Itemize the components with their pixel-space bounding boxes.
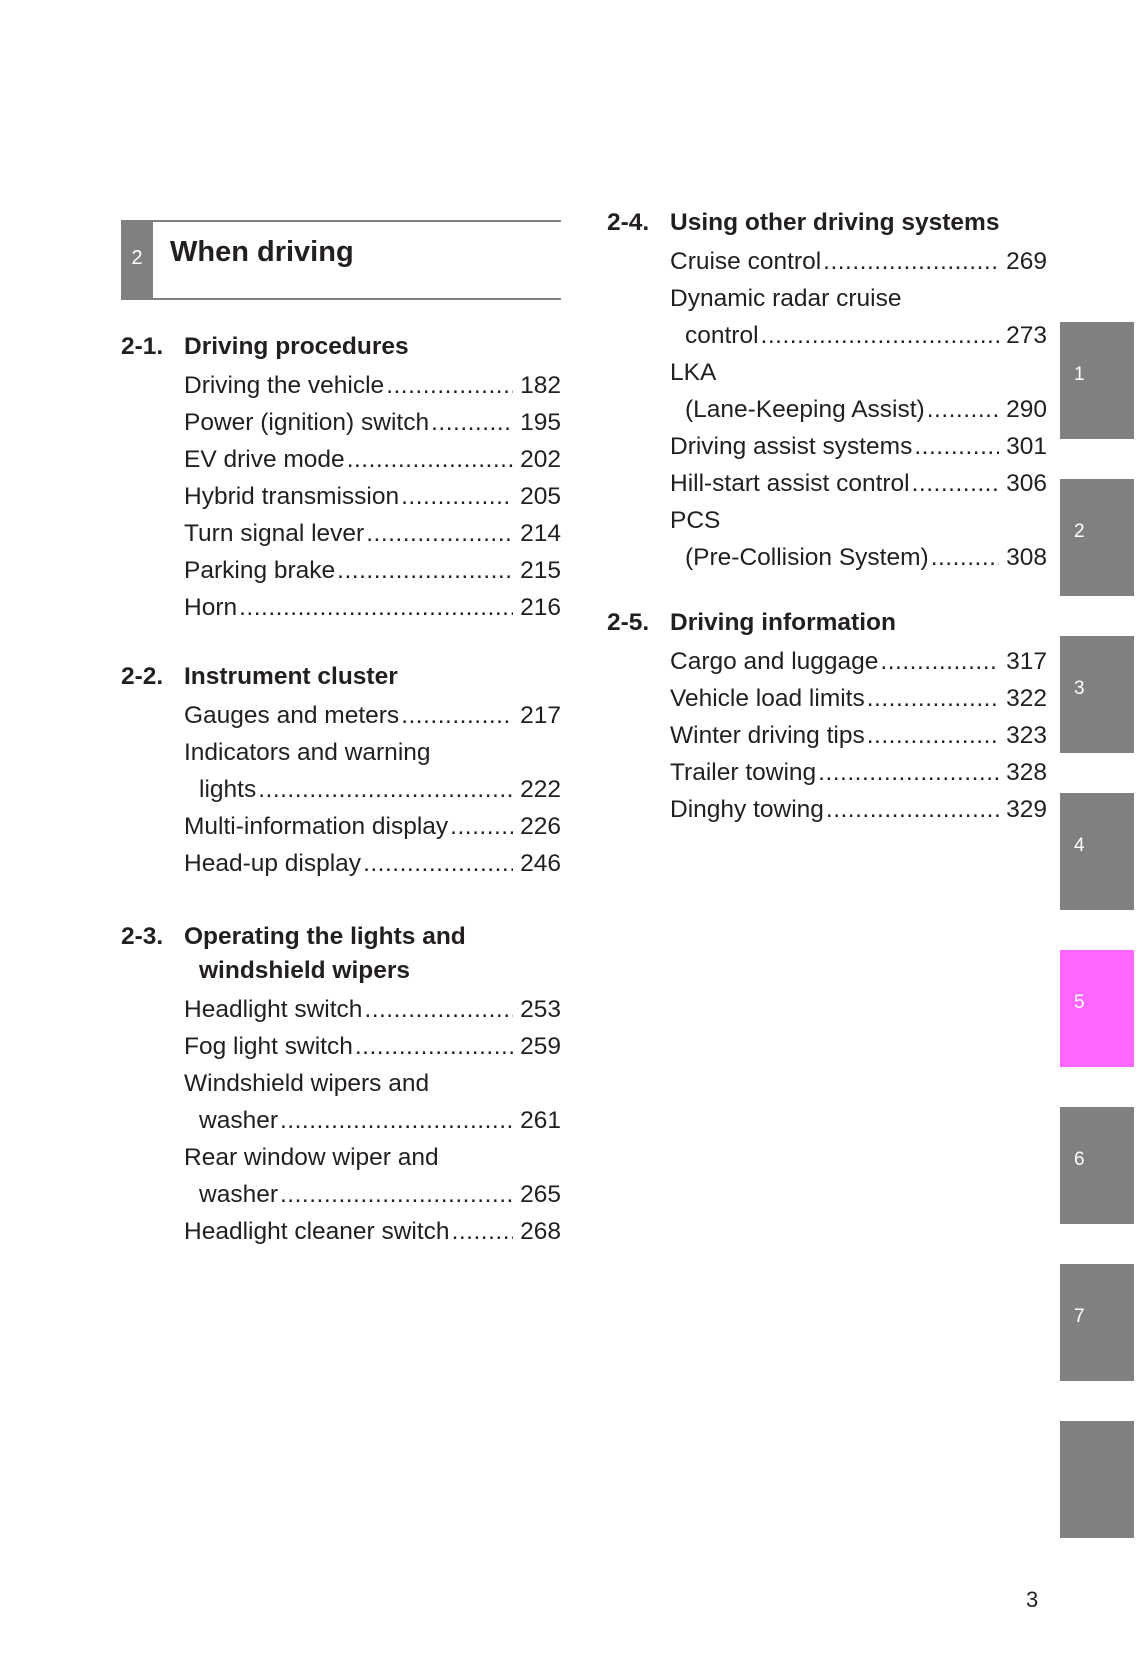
- entry-page: 328: [1006, 759, 1047, 786]
- leader-dots: [761, 317, 999, 354]
- toc-right-column: [607, 206, 1047, 828]
- entry-page: 259: [520, 1033, 561, 1060]
- entry-label-line1: Rear window wiper and: [184, 1144, 439, 1171]
- entry-page: 217: [520, 702, 561, 729]
- leader-dots: [452, 1213, 513, 1250]
- toc-entry-parking-brake[interactable]: [184, 552, 561, 589]
- toc-entry-cruise-control[interactable]: [670, 243, 1047, 280]
- chapter-number: 2: [131, 246, 143, 269]
- entry-label: Turn signal lever: [184, 520, 365, 547]
- entry-page: 301: [1006, 433, 1047, 460]
- toc-entry-winter-driving-tips[interactable]: [670, 717, 1047, 754]
- leader-dots: [386, 367, 513, 404]
- toc-entry-turn-signal-lever[interactable]: [184, 515, 561, 552]
- section-heading: [121, 330, 561, 364]
- section-number: 2-4.: [607, 209, 650, 236]
- entry-page: 222: [520, 776, 561, 803]
- chapter-tab-8[interactable]: [1060, 1421, 1134, 1538]
- section-title-line2: windshield wipers: [199, 957, 411, 984]
- chapter-title: When driving: [170, 236, 354, 268]
- toc-entry-hybrid-transmission[interactable]: [184, 478, 561, 515]
- chapter-header: [121, 220, 561, 300]
- section-number: 2-3.: [121, 923, 164, 950]
- entry-label: Horn: [184, 594, 238, 621]
- entry-label-line2: lights: [199, 776, 257, 803]
- section-2-3: [121, 920, 561, 1250]
- section-title-line1: Operating the lights and: [184, 923, 466, 950]
- section-number: 2-2.: [121, 663, 164, 690]
- toc-entry-windshield-wipers-and-washer[interactable]: [184, 1065, 561, 1139]
- entry-page: 322: [1006, 685, 1047, 712]
- chapter-tab-6[interactable]: [1060, 1107, 1134, 1224]
- entry-page: 329: [1006, 796, 1047, 823]
- toc-entry-driving-the-vehicle[interactable]: [184, 367, 561, 404]
- entry-page: 317: [1006, 648, 1047, 675]
- header-rule-top: [153, 220, 561, 222]
- entry-label-line2: washer: [199, 1107, 278, 1134]
- tab-label: 6: [1074, 1149, 1085, 1170]
- entry-page: 308: [1006, 544, 1047, 571]
- entry-page: 246: [520, 850, 561, 877]
- section-2-4: [607, 206, 1047, 576]
- entry-page: 265: [520, 1181, 561, 1208]
- leader-dots: [912, 465, 999, 502]
- entry-page: 205: [520, 483, 561, 510]
- leader-dots: [280, 1102, 513, 1139]
- toc-left-column: [121, 330, 561, 1250]
- header-rule-bottom: [121, 298, 561, 300]
- section-heading: [121, 920, 561, 988]
- section-title: Driving procedures: [184, 333, 409, 360]
- toc-entry-gauges-and-meters[interactable]: [184, 697, 561, 734]
- section-heading: [121, 660, 561, 694]
- leader-dots: [347, 441, 513, 478]
- entry-label-line2: washer: [199, 1181, 278, 1208]
- chapter-number-box: [121, 220, 153, 300]
- entry-page: 306: [1006, 470, 1047, 497]
- toc-entry-trailer-towing[interactable]: [670, 754, 1047, 791]
- toc-entry-hill-start-assist-control[interactable]: [670, 465, 1047, 502]
- entry-label-line2: (Pre-Collision System): [685, 544, 929, 571]
- leader-dots: [401, 478, 513, 515]
- entry-label-line1: LKA: [670, 359, 717, 386]
- entry-label: Power (ignition) switch: [184, 409, 430, 436]
- entry-page: 253: [520, 996, 561, 1023]
- toc-entry-dinghy-towing[interactable]: [670, 791, 1047, 828]
- toc-entry-multi-information-display[interactable]: [184, 808, 561, 845]
- leader-dots: [280, 1176, 513, 1213]
- toc-entry-cargo-and-luggage[interactable]: [670, 643, 1047, 680]
- entry-page: 182: [520, 372, 561, 399]
- leader-dots: [337, 552, 513, 589]
- entry-label-line2: control: [685, 322, 759, 349]
- toc-entry-headlight-switch[interactable]: [184, 991, 561, 1028]
- leader-dots: [927, 391, 999, 428]
- leader-dots: [931, 539, 999, 576]
- section-title: [184, 920, 561, 988]
- section-2-5: [607, 606, 1047, 828]
- leader-dots: [401, 697, 513, 734]
- entry-label: Driving the vehicle: [184, 372, 385, 399]
- entry-page: 269: [1006, 248, 1047, 275]
- entry-label: Driving assist systems: [670, 433, 913, 460]
- entry-label: Hill-start assist control: [670, 470, 910, 497]
- toc-entry-head-up-display[interactable]: [184, 845, 561, 882]
- chapter-tab-3[interactable]: [1060, 636, 1134, 753]
- entry-label-line1: Dynamic radar cruise: [670, 285, 902, 312]
- entry-page: 273: [1006, 322, 1047, 349]
- entry-label: Winter driving tips: [670, 722, 865, 749]
- section-2-2: [121, 660, 561, 882]
- section-2-1: [121, 330, 561, 626]
- entry-label: Dinghy towing: [670, 796, 824, 823]
- toc-entry-horn[interactable]: [184, 589, 561, 626]
- entry-page: 216: [520, 594, 561, 621]
- entry-label-line1: Windshield wipers and: [184, 1070, 430, 1097]
- entry-label: Fog light switch: [184, 1033, 353, 1060]
- entry-label-line1: PCS: [670, 507, 721, 534]
- leader-dots: [366, 515, 513, 552]
- section-number: 2-5.: [607, 609, 650, 636]
- entry-label: Parking brake: [184, 557, 336, 584]
- toc-entry-rear-window-wiper-and-washer[interactable]: [184, 1139, 561, 1213]
- entry-page: 323: [1006, 722, 1047, 749]
- leader-dots: [431, 404, 513, 441]
- leader-dots: [826, 791, 999, 828]
- leader-dots: [867, 717, 999, 754]
- tab-label: 2: [1074, 521, 1085, 542]
- tab-label: 1: [1074, 364, 1085, 385]
- leader-dots: [914, 428, 999, 465]
- entry-label: Cargo and luggage: [670, 648, 879, 675]
- leader-dots: [880, 643, 999, 680]
- section-heading: [607, 206, 1047, 240]
- entry-label-line2: (Lane-Keeping Assist): [685, 396, 925, 423]
- toc-entry-dynamic-radar-cruise-control[interactable]: [670, 280, 1047, 354]
- entry-label: Headlight switch: [184, 996, 363, 1023]
- entry-label: Vehicle load limits: [670, 685, 865, 712]
- entry-page: 268: [520, 1218, 561, 1245]
- toc-entry-power-switch[interactable]: [184, 404, 561, 441]
- entry-label-line1: Indicators and warning: [184, 739, 431, 766]
- entry-label: Cruise control: [670, 248, 822, 275]
- tab-label: 3: [1074, 678, 1085, 699]
- entry-label: Hybrid transmission: [184, 483, 400, 510]
- entry-label: Headlight cleaner switch: [184, 1218, 450, 1245]
- page-number: 3: [1026, 1587, 1039, 1612]
- chapter-tab-1[interactable]: [1060, 322, 1134, 439]
- tab-label: 5: [1074, 992, 1085, 1013]
- toc-entry-ev-drive-mode[interactable]: [184, 441, 561, 478]
- leader-dots: [364, 991, 513, 1028]
- entry-label: Trailer towing: [670, 759, 817, 786]
- toc-entry-pcs[interactable]: [670, 502, 1047, 576]
- toc-entry-lka[interactable]: [670, 354, 1047, 428]
- toc-entry-fog-light-switch[interactable]: [184, 1028, 561, 1065]
- entry-page: 202: [520, 446, 561, 473]
- section-number: 2-1.: [121, 333, 164, 360]
- section-title: Using other driving systems: [670, 209, 1000, 236]
- section-title: Instrument cluster: [184, 663, 398, 690]
- chapter-tab-5[interactable]: [1060, 950, 1134, 1067]
- toc-entry-vehicle-load-limits[interactable]: [670, 680, 1047, 717]
- section-title: Driving information: [670, 609, 896, 636]
- toc-entry-headlight-cleaner-switch[interactable]: [184, 1213, 561, 1250]
- toc-entry-driving-assist-systems[interactable]: [670, 428, 1047, 465]
- entry-page: 226: [520, 813, 561, 840]
- chapter-tab-2[interactable]: [1060, 479, 1134, 596]
- entry-label: Multi-information display: [184, 813, 449, 840]
- tab-label: 7: [1074, 1306, 1085, 1327]
- entry-page: 195: [520, 409, 561, 436]
- leader-dots: [450, 808, 513, 845]
- leader-dots: [239, 589, 513, 626]
- entry-page: 215: [520, 557, 561, 584]
- leader-dots: [823, 243, 999, 280]
- entry-page: 214: [520, 520, 561, 547]
- leader-dots: [818, 754, 999, 791]
- entry-page: 290: [1006, 396, 1047, 423]
- entry-label: Gauges and meters: [184, 702, 400, 729]
- entry-label: EV drive mode: [184, 446, 345, 473]
- leader-dots: [363, 845, 513, 882]
- leader-dots: [867, 680, 999, 717]
- entry-label: Head-up display: [184, 850, 362, 877]
- chapter-tab-4[interactable]: [1060, 793, 1134, 910]
- section-heading: [607, 606, 1047, 640]
- leader-dots: [258, 771, 513, 808]
- entry-page: 261: [520, 1107, 561, 1134]
- tab-label: 4: [1074, 835, 1085, 856]
- leader-dots: [355, 1028, 513, 1065]
- chapter-tab-7[interactable]: [1060, 1264, 1134, 1381]
- toc-entry-indicators-and-warning-lights[interactable]: [184, 734, 561, 808]
